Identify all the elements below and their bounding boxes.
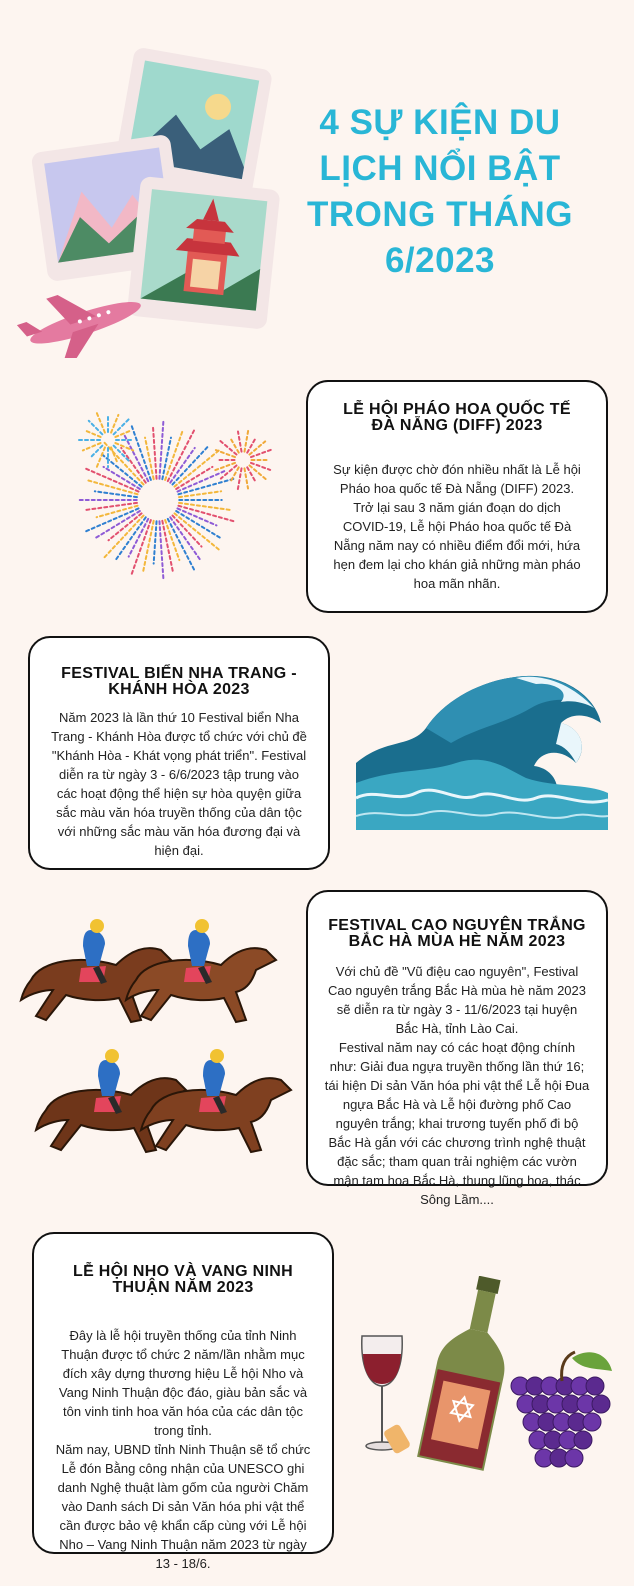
racehorse [141, 1049, 291, 1152]
ocean-wave-illustration [356, 668, 608, 830]
firework-spark [244, 468, 248, 488]
firework-spark [178, 478, 235, 494]
event-title: FESTIVAL CAO NGUYÊN TRẮNG BẮC HÀ MÙA HÈ NĂM 2023 [328, 917, 586, 950]
firework-spark [86, 431, 101, 437]
event-description: Năm 2023 là lần thứ 10 Festival biển Nha Trang - Khánh Hòa được tổ chức với chủ đề "Khánh Hòa - Khát vọng phát triển". Festival diễn ra từ ngày 3 - 6/6/2023 tập trung vào các hoạt động thể hiện sự hòa quyện giữa sắc màu văn hóa truyền thống của dân tộc với những sắc màu văn hóa đương đại và hiện đại. [51, 710, 307, 858]
firework-spark [115, 431, 130, 437]
firework-spark [159, 419, 163, 478]
racehorse [126, 919, 276, 1022]
event-description: Sự kiện được chờ đón nhiều nhất là Lễ hội Pháo hoa quốc tế Đà Nẵng (DIFF) 2023. Trở lại sau 3 năm gián đoạn do dịch COVID-19, Lễ hội Pháo hoa quốc tế Đà Nẵng năm nay có nhiều điểm đổi mới, hứa hẹn đem lại cho khán giả những màn pháo hoa mãn nhãn. [333, 462, 581, 591]
grape [565, 1449, 583, 1467]
firework-spark [159, 521, 163, 580]
firework-spark [89, 421, 103, 435]
wine-grapes-illustration [350, 1276, 620, 1476]
grape [592, 1395, 610, 1413]
firework-spark [173, 447, 208, 484]
grape [574, 1431, 592, 1449]
firework-spark [237, 468, 241, 491]
travel-photos-illustration [14, 48, 284, 358]
event-title: LỄ HỘI PHÁO HOA QUỐC TẾ ĐÀ NẴNG (DIFF) 2023 [343, 401, 571, 434]
firework-spark [244, 428, 248, 451]
firework-spark [178, 506, 235, 522]
event-description-more: Năm nay, UBND tỉnh Ninh Thuận sẽ tổ chức Lễ đón Bằng công nhận của UNESCO ghi danh Nghệ thuật làm gốm của người Chăm vào Danh sách Di sản Văn hóa phi vật thể cần được bảo vệ khẩn cấp cùng với Lễ hội Nho – Vang Ninh Thuận năm 2023 từ ngày 13 - 18/6. [55, 1442, 311, 1571]
event-card-nha-trang [28, 636, 330, 870]
event-card-bac-ha [306, 890, 608, 1207]
event-description: Đây là lễ hội truyền thống của tỉnh Ninh Thuận được tổ chức 2 năm/lần nhằm mục đích xây dựng thương hiệu Lễ hội Nho và Vang Ninh Thuận độc đáo, giàu bản sắc và tôn vinh tinh hoa văn hóa của các dân tộc trong tỉnh. [58, 1328, 308, 1438]
event-title: FESTIVAL BIỂN NHA TRANG - KHÁNH HÒA 2023 [61, 665, 297, 698]
page-title: 4 SỰ KIỆN DU LỊCH NỔI BẬT TRONG THÁNG 6/2023 [306, 103, 574, 280]
event-card-ninh-thuan [32, 1232, 334, 1571]
event-card-fireworks [306, 380, 608, 613]
event-description-more: Festival năm nay có các hoạt động chính như: Giải đua ngựa truyền thống lần thứ 16; tái hiện Di sản Văn hóa phi vật thể Lễ hội Đua ngựa Bắc Hà và Lễ hội đường phố Cao nguyên trắng; khai trương tuyến phố đi bộ Bắc Hà gắn với các chương trình nghệ thuật đặc sắc; tham quan trải nghiệm các vườn mận tam hoa Bắc Hà, thung lũng hoa, thác Sông Lầm.... [324, 1040, 590, 1207]
event-description: Với chủ đề "Vũ điệu cao nguyên", Festival Cao nguyên trắng Bắc Hà mùa hè năm 2023 sẽ diễn ra từ ngày 3 - 11/6/2023 tại huyện Bắc Hà, tỉnh Lào Cai. [327, 964, 586, 1036]
firework-spark [154, 521, 157, 563]
firework-spark [238, 432, 242, 452]
firework-spark [153, 428, 156, 479]
grape [583, 1413, 601, 1431]
fireworks-illustration [48, 400, 278, 610]
horse-race-illustration [16, 900, 296, 1170]
event-title: LỄ HỘI NHO VÀ VANG NINH THUẬN NĂM 2023 [73, 1263, 293, 1296]
firework-spark [111, 447, 117, 462]
grape [586, 1377, 604, 1395]
